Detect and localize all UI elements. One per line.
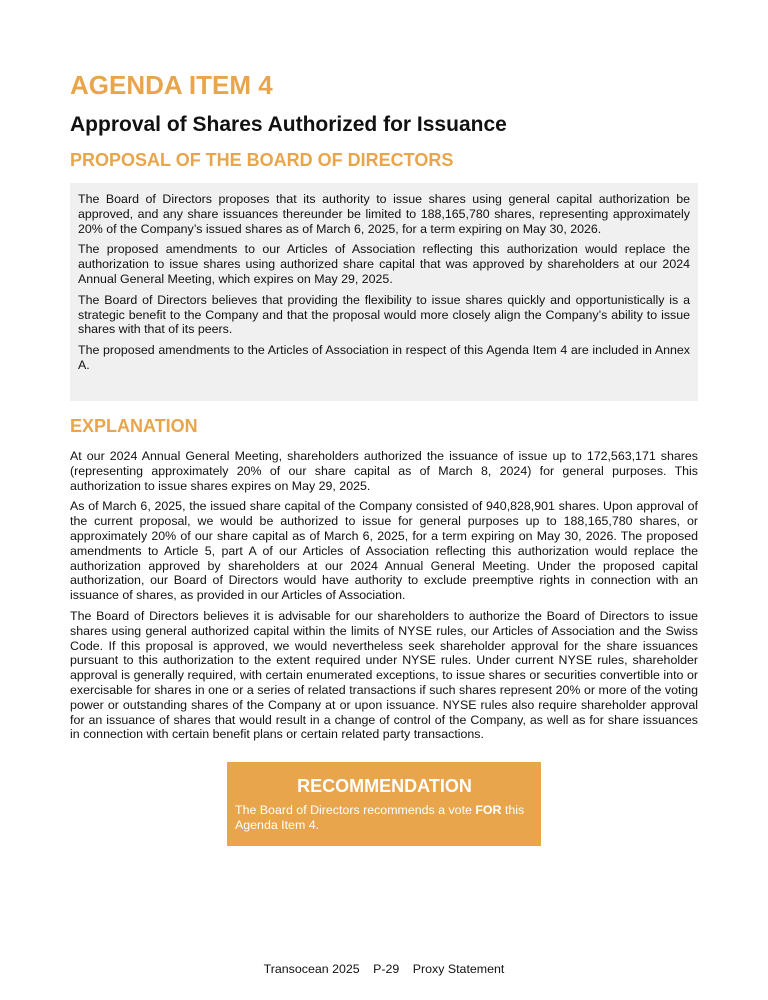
footer-company: Transocean 2025: [263, 962, 360, 976]
page-title: AGENDA ITEM 4: [70, 70, 273, 100]
explanation-paragraph: As of March 6, 2025, the issued share capital of the Company consisted of 940,828,901 shares. Upon approval of the current proposal, we would be authorized to issue for general purposes up to 188,165,780 shares, or approximately 20% of our share capital as of March 6, 2025, for a term expiring on May 30, 2026. The proposed amendments to Article 5, part A of our Articles of Association reflecting this authorization would replace the authorization approved by shareholders at our 2024 Annual General Meeting. Under the proposed capital authorization, our Board of Directors would have authority to exclude preemptive rights in connection with an issuance of shares, as provided in our Articles of Association.: [70, 499, 698, 603]
page-footer: [0, 962, 768, 976]
footer-page-number: P-29: [373, 962, 400, 976]
footer-document: Proxy Statement: [412, 962, 505, 976]
recommendation-vote: FOR: [475, 803, 502, 817]
explanation-paragraph: The Board of Directors believes it is advisable for our shareholders to authorize the Board of Directors to issue shares using general authorized capital within the limits of NYSE rules, our Articles of Association and the Swiss Code. If this proposal is approved, we would nevertheless seek shareholder approval for the share issuances pursuant to this authorization to the extent required under NYSE rules. Under current NYSE rules, shareholder approval is generally required, with certain enumerated exceptions, to issue shares or securities convertible into or exercisable for shares in one or a series of related transactions if such shares represent 20% or more of the voting power or outstanding shares of the Company at or upon issuance. NYSE rules also require shareholder approval for an issuance of shares that would result in a change of control of the Company, as well as for share issuances in connection with certain benefit plans or certain related party transactions.: [70, 608, 698, 742]
proposal-paragraph: The Board of Directors believes that providing the flexibility to issue shares quickly and opportunistically is a strategic benefit to the Company and that the proposal would more closely align the Company’s ability to issue shares with that of its peers.: [78, 292, 690, 337]
explanation-heading: EXPLANATION: [70, 416, 198, 436]
recommendation-heading: RECOMMENDATION: [297, 776, 472, 796]
recommendation-box: [227, 762, 541, 846]
proposal-box: [70, 183, 698, 401]
recommendation-text-end: this Agenda Item 4.: [235, 803, 525, 832]
recommendation-text: [235, 803, 534, 833]
proposal-paragraph: The proposed amendments to our Articles of Association reflecting this authorization would replace the authorization to issue shares using authorized share capital that was approved by shareholders at our 2024 Annual General Meeting, which expires on May 29, 2025.: [78, 242, 690, 286]
recommendation-text-start: The Board of Directors recommends a vote: [235, 803, 476, 817]
page-subtitle: Approval of Shares Authorized for Issuance: [70, 113, 507, 136]
proposal-heading: PROPOSAL OF THE BOARD OF DIRECTORS: [70, 150, 454, 170]
proposal-paragraph: The Board of Directors proposes that its authority to issue shares using general capital authorization be approved, and any share issuances thereunder be limited to 188,165,780 shares, representing approximately 20% of the Company’s issued shares as of March 6, 2025, for a term expiring on May 30, 2026.: [78, 192, 690, 236]
explanation-paragraph: At our 2024 Annual General Meeting, shareholders authorized the issuance of issue up to 172,563,171 shares (representing approximately 20% of our share capital as of March 8, 2024) for general purposes. This authorization to issue shares expires on May 29, 2025.: [70, 449, 698, 493]
explanation-body: [70, 449, 698, 748]
proposal-paragraph: The proposed amendments to the Articles of Association in respect of this Agenda Item 4 are included in Annex A.: [78, 343, 690, 372]
